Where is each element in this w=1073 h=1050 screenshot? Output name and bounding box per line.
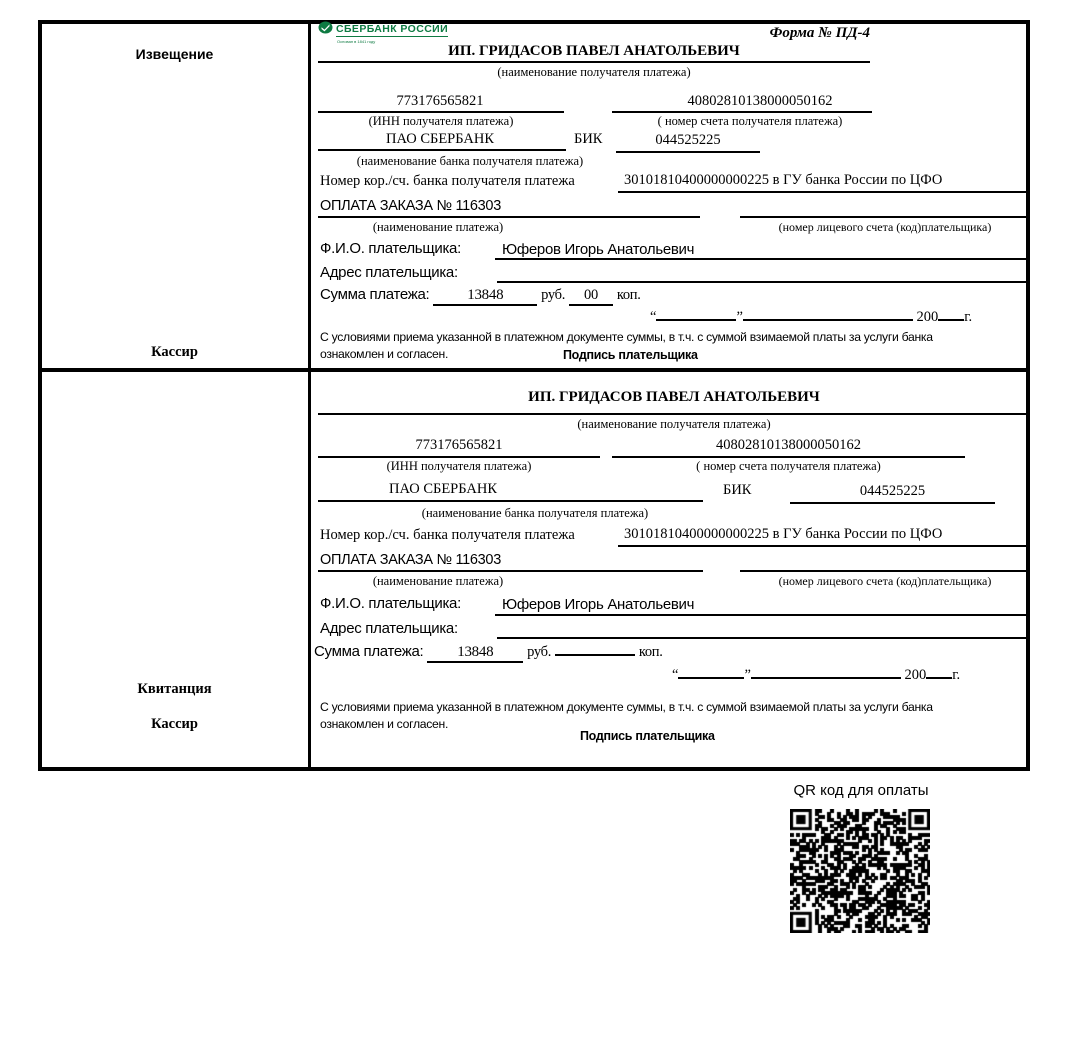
receipt-close-quote: ” bbox=[744, 667, 751, 683]
receipt-vertical-divider bbox=[308, 368, 311, 771]
qr-code-label: QR код для оплаты bbox=[793, 782, 929, 799]
receipt-payer-code-caption: (номер лицевого счета (код)плательщика) bbox=[778, 574, 992, 588]
notice-payer-fio-underline bbox=[495, 258, 1030, 260]
receipt-date-row bbox=[672, 666, 960, 684]
notice-inn-value: 773176565821 bbox=[396, 93, 484, 109]
receipt-payment-caption: (наименование платежа) bbox=[372, 574, 504, 588]
qr-code-image bbox=[790, 809, 930, 933]
notice-sum-row bbox=[320, 286, 641, 306]
receipt-payer-code-underline bbox=[740, 570, 1030, 572]
sberbank-logo-icon bbox=[318, 21, 333, 39]
notice-recipient-caption: (наименование получателя платежа) bbox=[497, 65, 691, 79]
notice-rub-label: руб. bbox=[541, 287, 566, 303]
receipt-recipient-name: ИП. ГРИДАСОВ ПАВЕЛ АНАТОЛЬЕВИЧ bbox=[528, 389, 820, 405]
notice-date-year-line bbox=[938, 308, 964, 321]
form-type-label: Форма № ПД-4 bbox=[769, 25, 870, 41]
notice-bik-value: 044525225 bbox=[655, 132, 721, 148]
notice-payment-name: ОПЛАТА ЗАКАЗА № 116303 bbox=[320, 198, 501, 214]
receipt-bank-caption: (наименование банка получателя платежа) bbox=[421, 506, 649, 520]
sberbank-logo bbox=[318, 21, 478, 44]
notice-sum-label: Сумма платежа: bbox=[320, 286, 430, 303]
notice-payer-address-underline bbox=[497, 281, 1030, 283]
receipt-bik-value: 044525225 bbox=[859, 483, 926, 499]
receipt-year-prefix: 200 bbox=[904, 667, 927, 683]
notice-year-prefix: 200 bbox=[916, 309, 939, 325]
notice-kop-label: коп. bbox=[616, 287, 641, 303]
notice-signature-label: Подпись плательщика bbox=[563, 348, 698, 362]
notice-inn-underline bbox=[318, 111, 564, 113]
notice-payment-underline bbox=[318, 216, 700, 218]
notice-recipient-underline bbox=[318, 61, 870, 63]
notice-account-underline bbox=[612, 111, 872, 113]
notice-payer-code-underline bbox=[740, 216, 1030, 218]
receipt-kop-label: коп. bbox=[638, 644, 663, 660]
sberbank-logo-subtext: Основан в 1841 году bbox=[337, 39, 376, 44]
receipt-date-year-line bbox=[926, 666, 952, 679]
receipt-open-quote: “ bbox=[672, 667, 679, 683]
receipt-cashier-label: Кассир bbox=[151, 716, 198, 732]
notice-year-suffix: г. bbox=[964, 309, 973, 325]
notice-bank-underline bbox=[318, 149, 566, 151]
notice-date-month-line bbox=[743, 308, 913, 321]
receipt-date-day-line bbox=[678, 666, 744, 679]
notice-bik-underline bbox=[616, 151, 760, 153]
notice-account-caption: ( номер счета получателя платежа) bbox=[657, 114, 843, 128]
notice-account-value: 40802810138000050162 bbox=[687, 93, 833, 109]
receipt-sum-label: Сумма платежа: bbox=[314, 643, 424, 660]
notice-bank-name: ПАО СБЕРБАНК bbox=[386, 131, 494, 147]
receipt-side-label: Квитанция bbox=[137, 681, 212, 697]
receipt-rub-label: руб. bbox=[527, 644, 552, 660]
notice-payer-fio-label: Ф.И.О. плательщика: bbox=[320, 240, 461, 257]
notice-payer-code-caption: (номер лицевого счета (код)плательщика) bbox=[778, 220, 992, 234]
receipt-payer-fio-underline bbox=[495, 614, 1030, 616]
receipt-bank-name: ПАО СБЕРБАНК bbox=[389, 481, 497, 497]
receipt-account-value: 40802810138000050162 bbox=[716, 437, 861, 453]
notice-bik-label: БИК bbox=[574, 131, 603, 147]
receipt-sum-rub-value: 13848 bbox=[427, 644, 523, 663]
receipt-payer-address-label: Адрес плательщика: bbox=[320, 620, 458, 637]
receipt-date-month-line bbox=[751, 666, 901, 679]
receipt-payer-address-underline bbox=[497, 637, 1030, 639]
receipt-inn-value: 773176565821 bbox=[415, 437, 503, 453]
receipt-signature-label: Подпись плательщика bbox=[580, 729, 715, 743]
receipt-payment-name: ОПЛАТА ЗАКАЗА № 116303 bbox=[320, 552, 501, 568]
notice-recipient-name: ИП. ГРИДАСОВ ПАВЕЛ АНАТОЛЬЕВИЧ bbox=[448, 43, 740, 59]
receipt-bik-underline bbox=[790, 502, 995, 504]
notice-inn-caption: (ИНН получателя платежа) bbox=[368, 114, 514, 128]
receipt-year-suffix: г. bbox=[952, 667, 961, 683]
receipt-corr-account-value: 30101810400000000225 в ГУ банка России по ЦФО bbox=[624, 526, 943, 542]
notice-bank-caption: (наименование банка получателя платежа) bbox=[356, 154, 584, 168]
receipt-payer-fio-label: Ф.И.О. плательщика: bbox=[320, 595, 461, 612]
receipt-recipient-caption: (наименование получателя платежа) bbox=[577, 417, 771, 431]
receipt-sum-row bbox=[314, 643, 663, 663]
receipt-payer-fio-value: Юферов Игорь Анатольевич bbox=[502, 596, 695, 613]
notice-side-label: Извещение bbox=[135, 46, 214, 62]
receipt-bank-underline bbox=[318, 500, 703, 502]
qr-code bbox=[790, 809, 930, 938]
receipt-recipient-underline bbox=[318, 413, 1030, 415]
notice-corr-account-underline bbox=[618, 191, 1030, 193]
receipt-inn-caption: (ИНН получателя платежа) bbox=[386, 459, 532, 473]
receipt-account-caption: ( номер счета получателя платежа) bbox=[696, 459, 881, 473]
receipt-sum-kop-value bbox=[555, 654, 635, 656]
receipt-payment-underline bbox=[318, 570, 703, 572]
receipt-bik-label: БИК bbox=[723, 482, 752, 498]
notice-sum-kop-value: 00 bbox=[569, 287, 613, 306]
notice-agreement-line1: С условиями приема указанной в платежном документе суммы, в т.ч. с суммой взимаемой платы за услуги банка bbox=[320, 330, 933, 344]
notice-payer-fio-value: Юферов Игорь Анатольевич bbox=[502, 241, 695, 258]
notice-vertical-divider bbox=[308, 20, 311, 372]
receipt-corr-account-label: Номер кор./сч. банка получателя платежа bbox=[320, 527, 575, 543]
notice-corr-account-label: Номер кор./сч. банка получателя платежа bbox=[320, 173, 575, 189]
receipt-agreement-line1: С условиями приема указанной в платежном документе суммы, в т.ч. с суммой взимаемой платы за услуги банка bbox=[320, 700, 933, 714]
notice-corr-account-value: 30101810400000000225 в ГУ банка России по ЦФО bbox=[624, 172, 943, 188]
notice-open-quote: “ bbox=[650, 309, 657, 325]
notice-date-row bbox=[650, 308, 972, 326]
receipt-agreement-line2: ознакомлен и согласен. bbox=[320, 717, 449, 731]
notice-close-quote: ” bbox=[736, 309, 743, 325]
notice-agreement-line2: ознакомлен и согласен. bbox=[320, 347, 449, 361]
receipt-account-underline bbox=[612, 456, 965, 458]
notice-payer-address-label: Адрес плательщика: bbox=[320, 264, 458, 281]
receipt-inn-underline bbox=[318, 456, 600, 458]
receipt-corr-account-underline bbox=[618, 545, 1030, 547]
sberbank-logo-text: СБЕРБАНК РОССИИ bbox=[336, 23, 449, 35]
notice-cashier-label: Кассир bbox=[151, 344, 198, 360]
notice-sum-rub-value: 13848 bbox=[433, 287, 537, 306]
notice-date-day-line bbox=[656, 308, 736, 321]
notice-payment-caption: (наименование платежа) bbox=[372, 220, 504, 234]
